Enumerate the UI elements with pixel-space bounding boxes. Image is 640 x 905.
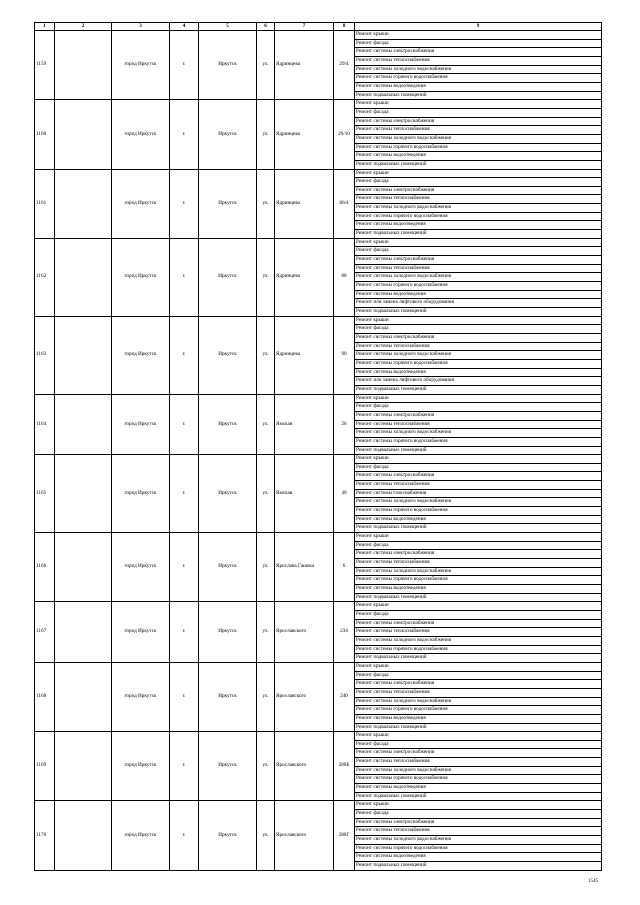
street-type: ул. — [257, 662, 275, 731]
house-number: 40 — [334, 455, 355, 533]
street-type: ул. — [257, 394, 275, 455]
repair-work-item: Ремонт крыши — [355, 455, 602, 464]
repair-work-item: Ремонт подвальных помещений — [355, 91, 602, 100]
repair-work-item: Ремонт системы горячего водоснабжения — [355, 74, 602, 83]
repair-work-item: Ремонт подвальных помещений — [355, 308, 602, 317]
house-number: 280Б — [334, 732, 355, 801]
repair-work-item: Ремонт системы электроснабжения — [355, 256, 602, 265]
record-number: 1168 — [35, 662, 55, 731]
repair-work-item: Ремонт системы теплоснабжения — [355, 342, 602, 351]
repair-work-item: Ремонт системы холодного водоснабжения — [355, 766, 602, 775]
locality-type: г. — [170, 394, 199, 455]
header-cell: 5 — [199, 23, 257, 31]
table-row — [35, 533, 602, 542]
repair-work-item: Ремонт системы теплоснабжения — [355, 688, 602, 697]
repair-work-item: Ремонт системы водоотведения — [355, 714, 602, 723]
repair-work-item: Ремонт фасада — [355, 610, 602, 619]
locality-name: Иркутск — [199, 732, 257, 801]
street-name: Ярославского — [275, 662, 334, 731]
house-number: 88 — [334, 238, 355, 316]
empty-cell — [55, 533, 112, 602]
record-number: 1159 — [35, 31, 55, 100]
table-row — [35, 602, 602, 611]
record-number: 1170 — [35, 801, 55, 870]
header-row — [35, 23, 602, 31]
locality-type: г. — [170, 602, 199, 663]
record-number: 1163 — [35, 316, 55, 394]
table-row — [35, 31, 602, 40]
repair-work-item: Ремонт системы холодного водоснабжения — [355, 567, 602, 576]
house-number: 29/10 — [334, 100, 355, 169]
street-type: ул. — [257, 801, 275, 870]
repair-work-item: Ремонт системы электроснабжения — [355, 619, 602, 628]
settlement-name: город Иркутск — [112, 533, 170, 602]
repair-work-item: Ремонт фасада — [355, 671, 602, 680]
repair-work-item: Ремонт системы холодного водоснабжения — [355, 636, 602, 645]
repair-work-item: Ремонт системы теплоснабжения — [355, 628, 602, 637]
repair-work-item: Ремонт системы теплоснабжения — [355, 420, 602, 429]
record-number: 1167 — [35, 602, 55, 663]
table-row — [35, 394, 602, 403]
table-row — [35, 100, 602, 109]
table-body — [35, 31, 602, 871]
repair-work-item: Ремонт крыши — [355, 732, 602, 741]
repair-work-item: Ремонт крыши — [355, 316, 602, 325]
street-name: Ядринцева — [275, 169, 334, 238]
settlement-name: город Иркутск — [112, 100, 170, 169]
empty-cell — [55, 316, 112, 394]
header-cell: 4 — [170, 23, 199, 31]
repair-work-item: Ремонт системы водоотведения — [355, 368, 602, 377]
repair-work-item: Ремонт фасада — [355, 108, 602, 117]
header-cell: 8 — [334, 23, 355, 31]
locality-name: Иркутск — [199, 801, 257, 870]
repair-work-item: Ремонт системы горячего водоснабжения — [355, 437, 602, 446]
repair-work-item: Ремонт фасада — [355, 740, 602, 749]
house-number: 280Г — [334, 801, 355, 870]
street-name: Ядринцева — [275, 316, 334, 394]
settlement-name: город Иркутск — [112, 801, 170, 870]
repair-work-item: Ремонт системы горячего водоснабжения — [355, 775, 602, 784]
repair-work-item: Ремонт подвальных помещений — [355, 792, 602, 801]
repair-work-item: Ремонт крыши — [355, 100, 602, 109]
repair-work-item: Ремонт системы горячего водоснабжения — [355, 359, 602, 368]
repair-work-item: Ремонт системы электроснабжения — [355, 818, 602, 827]
repair-work-item: Ремонт системы теплоснабжения — [355, 559, 602, 568]
repair-work-item: Ремонт или замена лифтового оборудования — [355, 377, 602, 386]
empty-cell — [55, 100, 112, 169]
street-name: Ямская — [275, 455, 334, 533]
locality-type: г. — [170, 662, 199, 731]
locality-type: г. — [170, 100, 199, 169]
repair-work-item: Ремонт системы электроснабжения — [355, 411, 602, 420]
repair-work-item: Ремонт крыши — [355, 602, 602, 611]
street-type: ул. — [257, 732, 275, 801]
header-cell: 3 — [112, 23, 170, 31]
record-number: 1166 — [35, 533, 55, 602]
repair-work-item: Ремонт крыши — [355, 533, 602, 542]
repair-work-item: Ремонт фасада — [355, 247, 602, 256]
repair-work-item: Ремонт системы теплоснабжения — [355, 56, 602, 65]
settlement-name: город Иркутск — [112, 394, 170, 455]
repair-work-item: Ремонт системы холодного водоснабжения — [355, 134, 602, 143]
street-name: Ядринцева — [275, 100, 334, 169]
header-cell: 2 — [55, 23, 112, 31]
repair-work-item: Ремонт системы водоотведения — [355, 152, 602, 161]
table-row — [35, 801, 602, 810]
empty-cell — [55, 455, 112, 533]
repair-work-item: Ремонт системы холодного водоснабжения — [355, 836, 602, 845]
repair-work-item: Ремонт подвальных помещений — [355, 524, 602, 533]
repair-work-item: Ремонт системы горячего водоснабжения — [355, 645, 602, 654]
repair-work-item: Ремонт системы водоотведения — [355, 290, 602, 299]
repair-work-item: Ремонт подвальных помещений — [355, 723, 602, 732]
header-cell: 1 — [35, 23, 55, 31]
house-number: 26 — [334, 394, 355, 455]
repair-work-item: Ремонт системы горячего водоснабжения — [355, 282, 602, 291]
settlement-name: город Иркутск — [112, 455, 170, 533]
empty-cell — [55, 662, 112, 731]
record-number: 1160 — [35, 100, 55, 169]
header-cell: 7 — [275, 23, 334, 31]
repair-work-item: Ремонт системы водоотведения — [355, 585, 602, 594]
street-name: Ярославского — [275, 732, 334, 801]
empty-cell — [55, 169, 112, 238]
empty-cell — [55, 602, 112, 663]
repair-work-item: Ремонт системы теплоснабжения — [355, 481, 602, 490]
repair-work-item: Ремонт системы теплоснабжения — [355, 264, 602, 273]
settlement-name: город Иркутск — [112, 31, 170, 100]
repair-work-item: Ремонт системы холодного водоснабжения — [355, 65, 602, 74]
locality-name: Иркутск — [199, 602, 257, 663]
street-type: ул. — [257, 316, 275, 394]
table-row — [35, 169, 602, 178]
table-row — [35, 316, 602, 325]
settlement-name: город Иркутск — [112, 732, 170, 801]
repair-work-item: Ремонт или замена лифтового оборудования — [355, 299, 602, 308]
repair-work-item: Ремонт системы теплоснабжения — [355, 195, 602, 204]
street-type: ул. — [257, 602, 275, 663]
repair-work-item: Ремонт крыши — [355, 31, 602, 40]
house-number: 90 — [334, 316, 355, 394]
locality-name: Иркутск — [199, 394, 257, 455]
record-number: 1169 — [35, 732, 55, 801]
locality-name: Иркутск — [199, 455, 257, 533]
settlement-name: город Иркутск — [112, 316, 170, 394]
street-type: ул. — [257, 31, 275, 100]
house-number: 234 — [334, 602, 355, 663]
empty-cell — [55, 732, 112, 801]
record-number: 1162 — [35, 238, 55, 316]
repair-work-item: Ремонт системы холодного водоснабжения — [355, 351, 602, 360]
settlement-name: город Иркутск — [112, 602, 170, 663]
repair-work-item: Ремонт системы горячего водоснабжения — [355, 706, 602, 715]
repair-work-item: Ремонт системы водоотведения — [355, 853, 602, 862]
locality-name: Иркутск — [199, 31, 257, 100]
repair-work-item: Ремонт подвальных помещений — [355, 230, 602, 239]
repair-work-item: Ремонт системы электроснабжения — [355, 680, 602, 689]
street-type: ул. — [257, 455, 275, 533]
locality-name: Иркутск — [199, 662, 257, 731]
repair-work-item: Ремонт системы водоотведения — [355, 221, 602, 230]
locality-type: г. — [170, 31, 199, 100]
repair-work-item: Ремонт системы холодного водоснабжения — [355, 204, 602, 213]
repair-work-item: Ремонт фасада — [355, 178, 602, 187]
empty-cell — [55, 238, 112, 316]
locality-type: г. — [170, 238, 199, 316]
street-name: Ядринцева — [275, 238, 334, 316]
repair-work-item: Ремонт системы холодного водоснабжения — [355, 498, 602, 507]
repair-work-item: Ремонт фасада — [355, 325, 602, 334]
header-cell: 6 — [257, 23, 275, 31]
empty-cell — [55, 31, 112, 100]
repair-work-item: Ремонт подвальных помещений — [355, 862, 602, 871]
street-type: ул. — [257, 533, 275, 602]
repair-work-item: Ремонт крыши — [355, 394, 602, 403]
repair-work-item: Ремонт системы электроснабжения — [355, 48, 602, 57]
repair-work-item: Ремонт фасада — [355, 39, 602, 48]
locality-type: г. — [170, 533, 199, 602]
locality-type: г. — [170, 801, 199, 870]
repair-work-item: Ремонт подвальных помещений — [355, 654, 602, 663]
repair-work-item: Ремонт подвальных помещений — [355, 446, 602, 455]
repair-work-item: Ремонт фасада — [355, 403, 602, 412]
repair-work-item: Ремонт системы горячего водоснабжения — [355, 576, 602, 585]
table-row — [35, 238, 602, 247]
locality-name: Иркутск — [199, 169, 257, 238]
house-number: 240 — [334, 662, 355, 731]
repair-work-item: Ремонт системы горячего водоснабжения — [355, 844, 602, 853]
house-number: 29/4 — [334, 31, 355, 100]
repair-work-item: Ремонт крыши — [355, 801, 602, 810]
street-name: Ярослава Гашека — [275, 533, 334, 602]
settlement-name: город Иркутск — [112, 238, 170, 316]
street-name: Ярославского — [275, 602, 334, 663]
record-number: 1164 — [35, 394, 55, 455]
repair-work-item: Ремонт системы водоотведения — [355, 515, 602, 524]
street-type: ул. — [257, 238, 275, 316]
repair-work-item: Ремонт системы электроснабжения — [355, 749, 602, 758]
repair-work-item: Ремонт фасада — [355, 810, 602, 819]
house-number: 6 — [334, 533, 355, 602]
street-name: Ядринцева — [275, 31, 334, 100]
repair-work-item: Ремонт системы электроснабжения — [355, 333, 602, 342]
street-type: ул. — [257, 169, 275, 238]
repair-work-item: Ремонт системы электроснабжения — [355, 472, 602, 481]
repair-work-item: Ремонт фасада — [355, 463, 602, 472]
settlement-name: город Иркутск — [112, 169, 170, 238]
repair-work-item: Ремонт системы электроснабжения — [355, 186, 602, 195]
repair-work-item: Ремонт подвальных помещений — [355, 593, 602, 602]
repair-work-item: Ремонт системы водоотведения — [355, 784, 602, 793]
page-number: 1545 — [588, 879, 598, 884]
street-type: ул. — [257, 100, 275, 169]
locality-type: г. — [170, 169, 199, 238]
locality-type: г. — [170, 732, 199, 801]
repair-work-item: Ремонт системы горячего водоснабжения — [355, 507, 602, 516]
repair-work-item: Ремонт системы теплоснабжения — [355, 758, 602, 767]
repair-work-item: Ремонт системы холодного водоснабжения — [355, 429, 602, 438]
locality-name: Иркутск — [199, 316, 257, 394]
repair-work-item: Ремонт подвальных помещений — [355, 385, 602, 394]
house-number: 86/4 — [334, 169, 355, 238]
repair-work-item: Ремонт системы теплоснабжения — [355, 827, 602, 836]
repair-work-item: Ремонт системы водоотведения — [355, 82, 602, 91]
table-row — [35, 455, 602, 464]
repair-work-item: Ремонт системы горячего водоснабжения — [355, 143, 602, 152]
street-name: Ямская — [275, 394, 334, 455]
table-row — [35, 662, 602, 671]
repair-work-item: Ремонт системы электроснабжения — [355, 550, 602, 559]
empty-cell — [55, 394, 112, 455]
repair-registry-table — [34, 22, 602, 871]
table-row — [35, 732, 602, 741]
repair-work-item: Ремонт системы холодного водоснабжения — [355, 697, 602, 706]
repair-work-item: Ремонт фасада — [355, 541, 602, 550]
record-number: 1165 — [35, 455, 55, 533]
repair-work-item: Ремонт крыши — [355, 169, 602, 178]
repair-work-item: Ремонт системы теплоснабжения — [355, 126, 602, 135]
repair-work-item: Ремонт системы горячего водоснабжения — [355, 212, 602, 221]
repair-work-item: Ремонт системы электроснабжения — [355, 117, 602, 126]
record-number: 1161 — [35, 169, 55, 238]
repair-work-item: Ремонт крыши — [355, 662, 602, 671]
empty-cell — [55, 801, 112, 870]
settlement-name: город Иркутск — [112, 662, 170, 731]
repair-work-item: Ремонт крыши — [355, 238, 602, 247]
repair-work-item: Ремонт системы холодного водоснабжения — [355, 273, 602, 282]
locality-type: г. — [170, 316, 199, 394]
repair-work-item: Ремонт системы газоснабжения — [355, 489, 602, 498]
locality-name: Иркутск — [199, 100, 257, 169]
locality-type: г. — [170, 455, 199, 533]
street-name: Ярославского — [275, 801, 334, 870]
repair-work-item: Ремонт подвальных помещений — [355, 160, 602, 169]
header-cell: 9 — [355, 23, 602, 31]
locality-name: Иркутск — [199, 238, 257, 316]
locality-name: Иркутск — [199, 533, 257, 602]
